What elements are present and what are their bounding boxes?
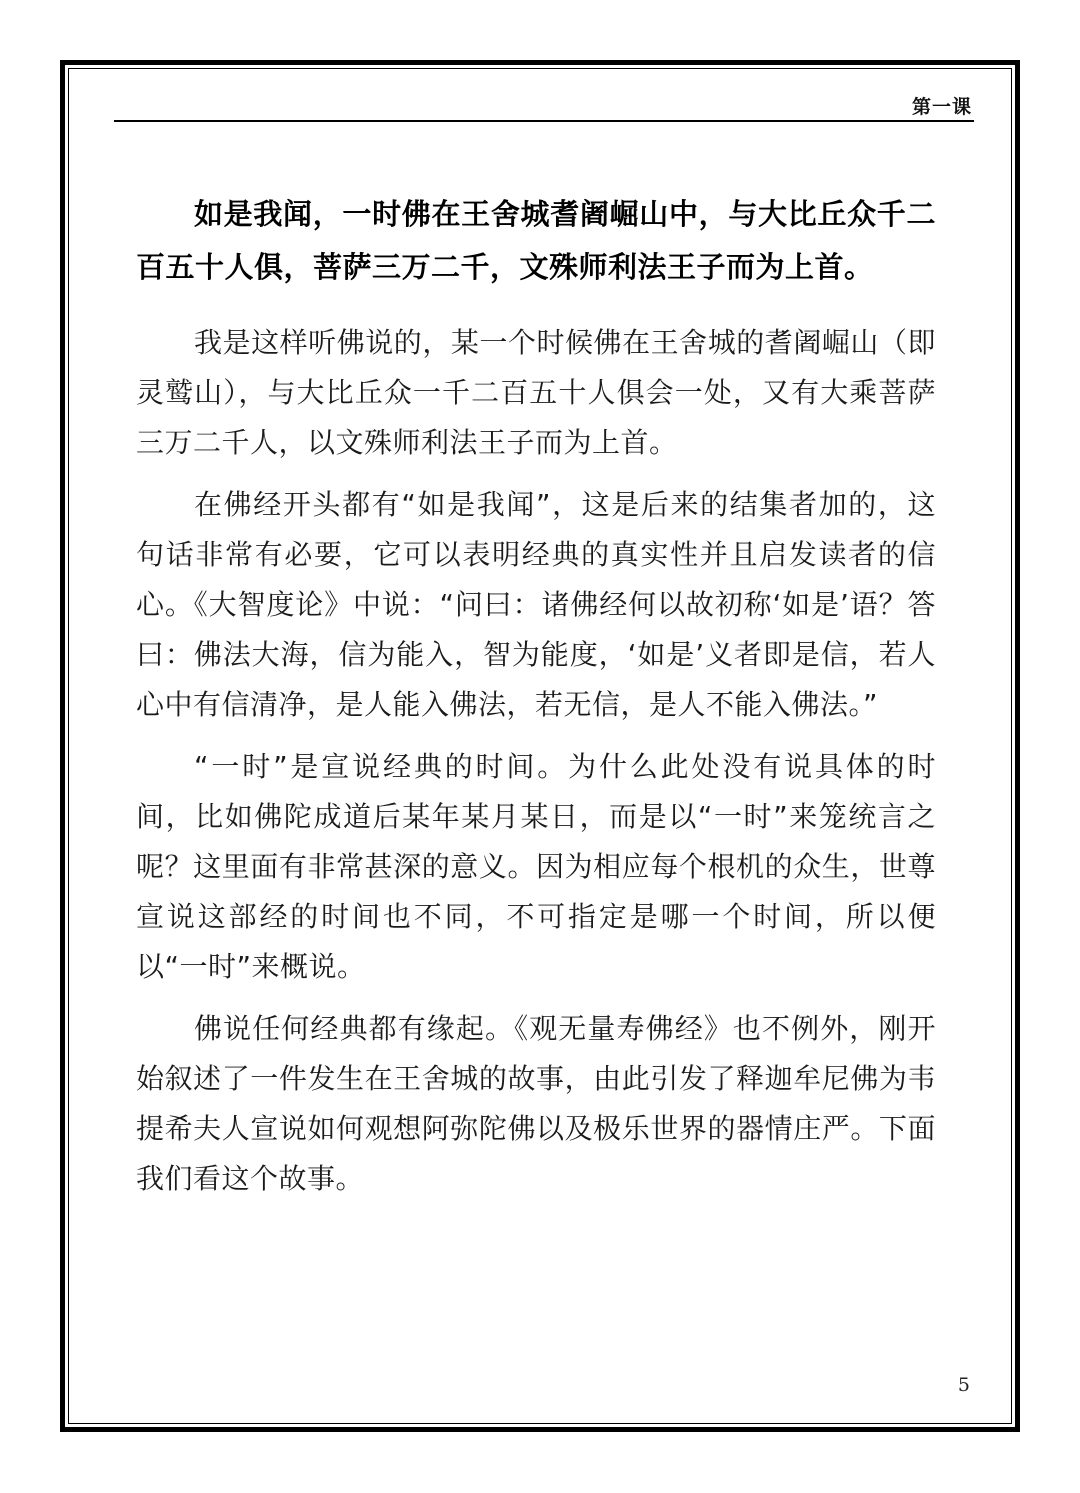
commentary-paragraph-3: “一时”是宣说经典的时间。为什么此处没有说具体的时间，比如佛陀成道后某年某月某日，而是以“一时”来笼统言之呢？这里面有非常甚深的意义。因为相应每个根机的众生，世尊宣说这部经的时间也不同，不可指定是哪一个时间，所以便以“一时”来概说。 [136, 750, 936, 983]
page-number: 5 [957, 1374, 970, 1396]
commentary-paragraph-1: 我是这样听佛说的，某一个时候佛在王舍城的耆阇崛山（即灵鹫山），与大比丘众一千二百五十人俱会一处，又有大乘菩萨三万二千人，以文殊师利法王子而为上首。 [136, 326, 936, 459]
page-body [136, 188, 936, 1204]
chapter-header: 第一课 [911, 96, 972, 118]
commentary-paragraph-2: 在佛经开头都有“如是我闻”，这是后来的结集者加的，这句话非常有必要，它可以表明经典的真实性并且启发读者的信心。《大智度论》中说：“问曰：诸佛经何以故初称‘如是’语？答曰：佛法大海，信为能入，智为能度，‘如是’义者即是信，若人心中有信清净，是人能入佛法，若无信，是人不能入佛法。” [136, 488, 936, 721]
header-rule [114, 120, 974, 122]
commentary-paragraph-4: 佛说任何经典都有缘起。《观无量寿佛经》也不例外，刚开始叙述了一件发生在王舍城的故事，由此引发了释迦牟尼佛为韦提希夫人宣说如何观想阿弥陀佛以及极乐世界的器情庄严。下面我们看这个故事。 [136, 1012, 936, 1195]
sutra-quote: 如是我闻，一时佛在王舍城耆阇崛山中，与大比丘众千二百五十人俱，菩萨三万二千，文殊师利法王子而为上首。 [136, 197, 936, 284]
